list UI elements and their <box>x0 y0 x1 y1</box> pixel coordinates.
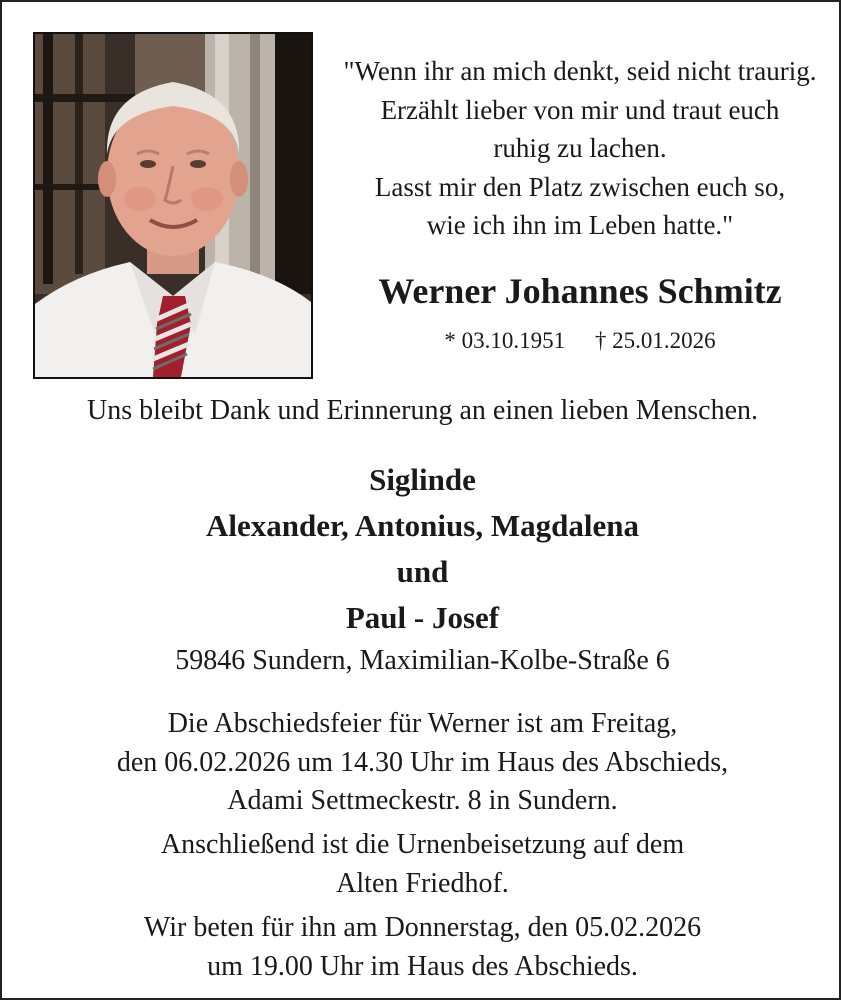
family-line: und <box>396 554 449 589</box>
portrait-image <box>35 34 311 377</box>
family-line: Siglinde <box>369 462 476 497</box>
quote-line: Lasst mir den Platz zwischen euch so, <box>374 171 786 202</box>
prayer-info <box>2 909 841 986</box>
prayer-line: um 19.00 Uhr im Haus des Abschieds. <box>207 950 638 982</box>
ceremony-line: den 06.02.2026 um 14.30 Uhr im Haus des Abschieds, <box>116 746 729 778</box>
quote-line: ruhig zu lachen. <box>493 133 667 163</box>
death-date: † 25.01.2026 <box>594 328 716 353</box>
birth-date: * 03.10.1951 <box>444 328 566 353</box>
deceased-name: Werner Johannes Schmitz <box>378 271 782 311</box>
thanks-line: Uns bleibt Dank und Erinnerung an einen lieben Menschen. <box>86 395 759 426</box>
ceremony-line: Die Abschiedsfeier für Werner ist am Freitag, <box>167 708 678 739</box>
ceremony-info <box>2 705 841 821</box>
prayer-line: Wir beten für ihn am Donnerstag, den 05.02.2026 <box>143 912 702 943</box>
portrait-photo <box>33 32 313 379</box>
memorial-quote <box>320 52 840 245</box>
urn-burial-info <box>2 826 841 903</box>
life-dates <box>320 328 840 354</box>
quote-line: "Wenn ihr an mich denkt, seid nicht traurig. <box>343 56 817 86</box>
family-address: 59846 Sundern, Maximilian-Kolbe-Straße 6 <box>175 645 670 676</box>
urn-line: Anschließend ist die Urnenbeisetzung auf dem <box>160 829 685 860</box>
quote-line: Erzählt lieber von mir und traut euch <box>380 94 780 125</box>
ceremony-line: Adami Settmeckestr. 8 in Sundern. <box>227 785 618 816</box>
quote-line: wie ich ihn im Leben hatte." <box>426 210 734 240</box>
family-line: Paul - Josef <box>345 600 500 635</box>
family-names <box>2 457 841 641</box>
family-line: Alexander, Antonius, Magdalena <box>206 508 639 543</box>
urn-line: Alten Friedhof. <box>336 867 509 899</box>
